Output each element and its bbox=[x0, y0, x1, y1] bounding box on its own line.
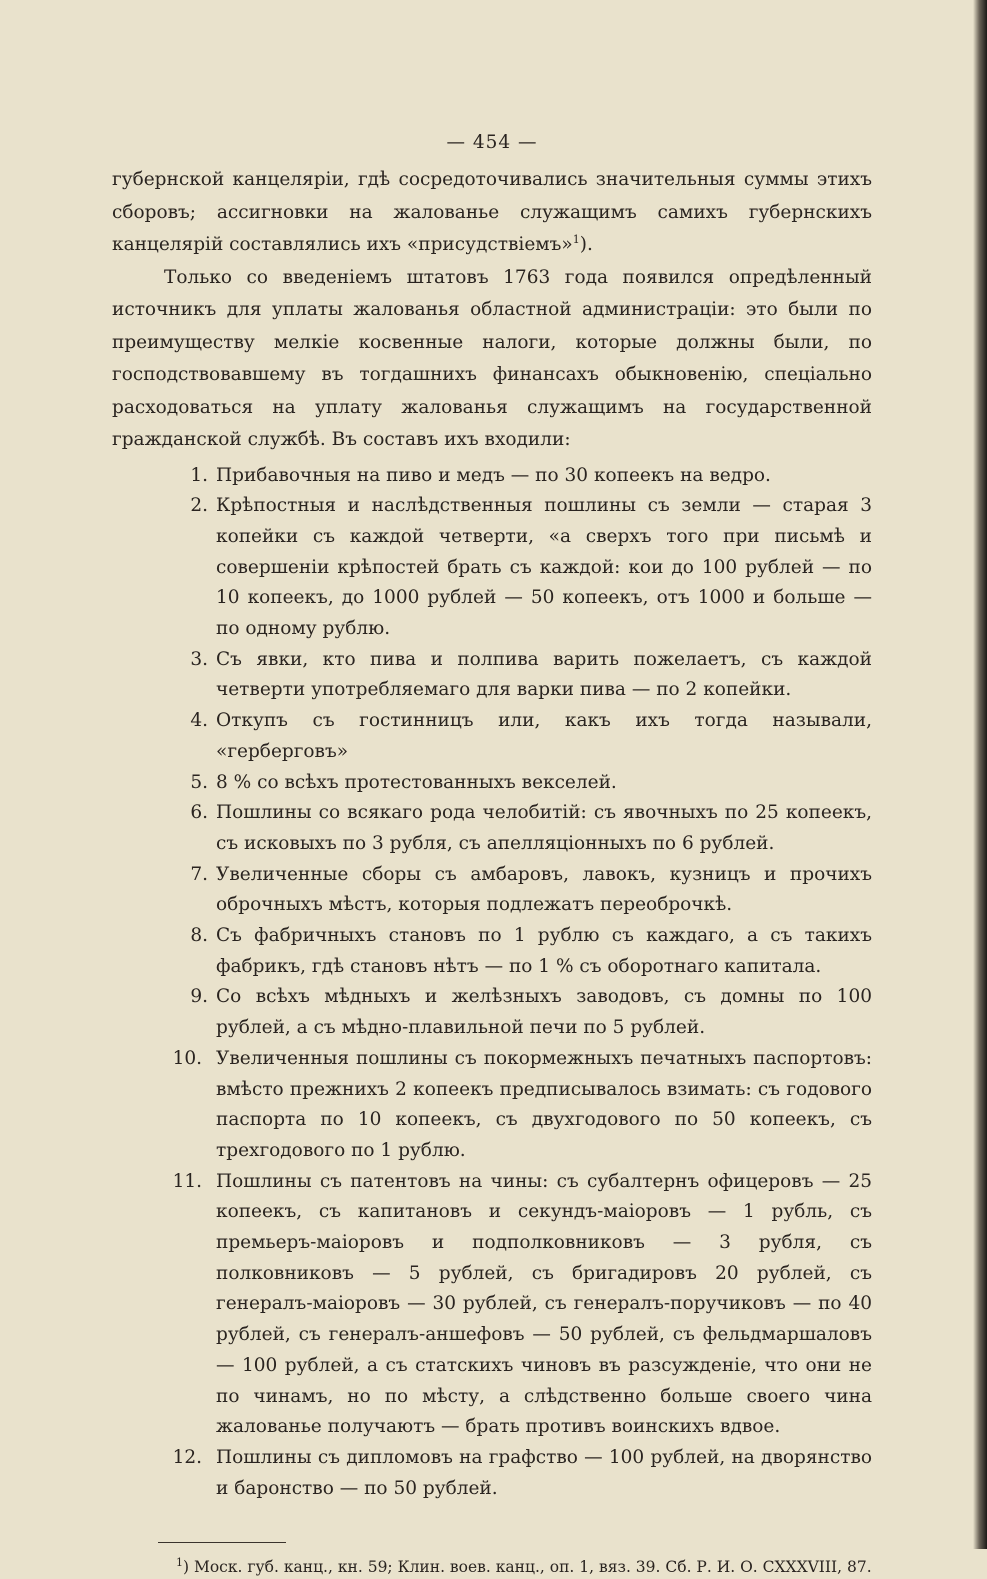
item-number: 3. bbox=[190, 648, 208, 670]
list-item bbox=[112, 491, 872, 645]
item-number: 8. bbox=[190, 925, 208, 947]
item-number: 11. bbox=[172, 1170, 202, 1192]
list-item bbox=[112, 768, 872, 799]
item-text: Пошлины съ дипломовъ на графство — 100 рублей, на дворянство и баронство — по 50 рублей. bbox=[216, 1447, 872, 1499]
footnote-ref: 1 bbox=[572, 232, 580, 246]
item-text: Со всѣхъ мѣдныхъ и желѣзныхъ заводовъ, съ домны по 100 рублей, а съ мѣдно-плавильной печи по 5 рублей. bbox=[216, 986, 872, 1039]
item-number: 2. bbox=[190, 495, 208, 517]
item-text: Откупъ съ гостинницъ или, какъ ихъ тогда называли, «герберговъ» bbox=[216, 710, 872, 762]
list-item bbox=[112, 982, 872, 1043]
item-text: Увеличенные сборы съ амбаровъ, лавокъ, кузницъ и прочихъ оброчныхъ мѣстъ, которыя подлежатъ переоброчкѣ. bbox=[216, 863, 872, 916]
item-text: Пошлины съ патентовъ на чины: съ субалтернъ офицеровъ — 25 копеекъ, съ капитановъ и секундъ-маіоровъ — 1 рубль, съ премьеръ-маіоровъ и подполковниковъ — 3 рубля, съ полковниковъ — 5 рублей, съ бригадировъ 20 рублей, съ генералъ-маіоровъ — 30 рублей, съ генералъ-поручиковъ — по 40 рублей, съ генералъ-аншефовъ — 50 рублей, съ фельдмаршаловъ — 100 рублей, а съ статскихъ чиновъ въ разсужденіе, что они не по чинамъ, но по мѣсту, а слѣдственно больше своего чина жалованье получаютъ — брать противъ воинскихъ вдвое. bbox=[216, 1170, 872, 1438]
main-paragraph: Только со введеніемъ штатовъ 1763 года появился опредѣленный источникъ для уплаты жалованья областной администраціи: это были по преимуществу мелкіе косвенные налоги, которые должны были, по господствовавшему въ тогдашнихъ финансахъ обыкновенію, спеціально расходоваться на уплату жалованья служащимъ на государственной гражданской службѣ. Въ составъ ихъ входили: bbox=[112, 266, 872, 450]
item-text: Съ фабричныхъ становъ по 1 рублю съ каждаго, а съ такихъ фабрикъ, гдѣ становъ нѣтъ — по 1 % съ оборотнаго капитала. bbox=[216, 925, 872, 977]
list-item bbox=[112, 1443, 872, 1504]
intro-paragraph bbox=[112, 164, 872, 262]
footnote-text: ) Моск. губ. канц., кн. 59; Клин. воев. канц., оп. 1, вяз. 39. Сб. Р. И. О. CXXXVIII, 87. bbox=[183, 1558, 872, 1577]
tax-list bbox=[112, 461, 872, 1505]
book-page bbox=[112, 128, 872, 1579]
footnote-mark: 1 bbox=[176, 1556, 183, 1570]
item-number: 4. bbox=[190, 710, 208, 732]
list-item bbox=[112, 798, 872, 859]
page-edge-shadow bbox=[973, 0, 987, 1549]
list-item bbox=[112, 461, 872, 492]
list-item bbox=[112, 860, 872, 921]
list-item bbox=[112, 1167, 872, 1443]
item-text: Крѣпостныя и наслѣдственныя пошлины съ земли — старая 3 копейки съ каждой четверти, «а сверхъ того при письмѣ и совершеніи крѣпостей брать съ каждой: кои до 100 рублей — по 10 копеекъ, до 1000 рублей — 50 копеекъ, отъ 1000 и больше — по одному рублю. bbox=[216, 495, 872, 640]
item-text: Съ явки, кто пива и полпива варить пожелаетъ, съ каждой четверти употребляемаго для варки пива — по 2 копейки. bbox=[216, 648, 872, 701]
item-text: Прибавочныя на пиво и медъ — по 30 копеекъ на ведро. bbox=[216, 464, 771, 486]
footnote bbox=[112, 1555, 872, 1579]
list-item bbox=[112, 921, 872, 982]
item-number: 6. bbox=[190, 802, 208, 824]
intro-text: губернской канцеляріи, гдѣ сосредоточивались значительныя суммы этихъ сборовъ; ассигновки на жалованье служащимъ самихъ губернскихъ канцелярій составлялись ихъ «присудствіемъ» bbox=[112, 169, 872, 255]
list-item bbox=[112, 706, 872, 767]
item-number: 9. bbox=[190, 986, 208, 1008]
item-number: 12. bbox=[172, 1447, 202, 1468]
page-number: — 454 — bbox=[446, 132, 538, 153]
footnote-divider bbox=[158, 1542, 286, 1543]
item-number: 7. bbox=[190, 863, 208, 885]
item-text: Увеличенныя пошлины съ покормежныхъ печатныхъ паспортовъ: вмѣсто прежнихъ 2 копеекъ предписывалось взимать: съ годового паспорта по 10 копеекъ, съ двухгодового по 50 копеекъ, съ трехгодового по 1 рублю. bbox=[216, 1047, 872, 1161]
item-text: 8 % со всѣхъ протестованныхъ векселей. bbox=[216, 771, 617, 793]
list-item bbox=[112, 645, 872, 706]
item-number: 1. bbox=[190, 464, 208, 486]
item-text: Пошлины со всякаго рода челобитій: съ явочныхъ по 25 копеекъ, съ исковыхъ по 3 рубля, съ апелляціонныхъ по 6 рублей. bbox=[216, 802, 872, 854]
intro-end: ). bbox=[579, 234, 593, 255]
item-number: 10. bbox=[172, 1047, 202, 1069]
item-number: 5. bbox=[190, 771, 208, 793]
list-item bbox=[112, 1044, 872, 1167]
